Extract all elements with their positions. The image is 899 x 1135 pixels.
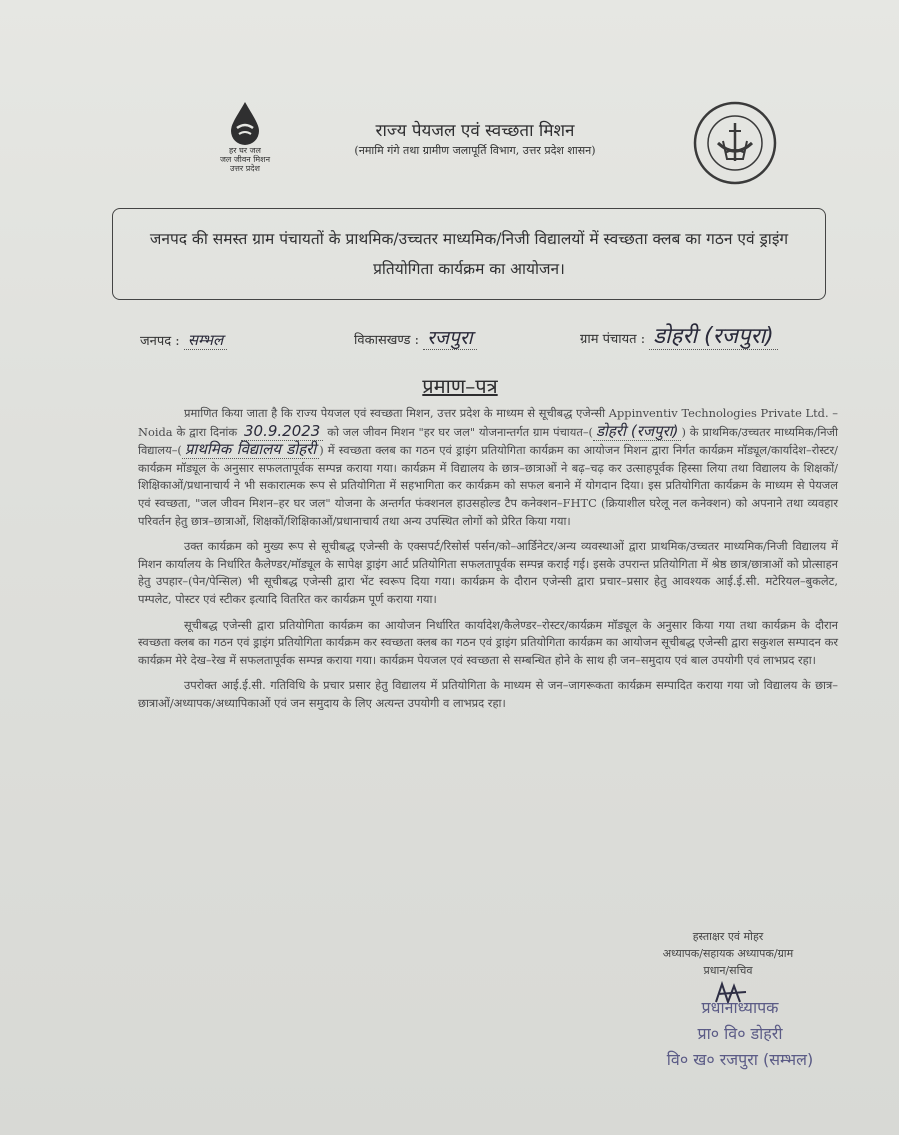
program-date: 30.9.2023 — [241, 422, 323, 441]
school-name-handwritten: प्राथमिक विद्यालय डोहरी — [182, 440, 319, 459]
logo-caption-1: हर घर जल — [229, 146, 261, 155]
gram-panchayat-handwritten: डोहरी (रजपुरा) — [593, 422, 681, 441]
vikaskhand-label: विकासखण्ड : — [354, 333, 420, 348]
stamp-line-2: प्रा० वि० डोहरी — [697, 1024, 783, 1043]
signature-block — [628, 928, 828, 979]
vikaskhand-value: रजपुरा — [423, 327, 476, 350]
body-paragraph-2: उक्त कार्यक्रम को मुख्य रूप से सूचीबद्ध एजेन्सी के एक्सपर्ट/रिसोर्स पर्सन/को–आर्डिनेटर/अन्य व्यवस्थाओं द्वारा प्राथमिक/उच्चतर माध्यमिक/निजी विद्यालय में मिशन कार्यालय के निर्धारित कैलेण्डर/मॉड्यूल के सापेक्ष ड्राइंग आर्ट प्रतियोगिता सफलतापूर्वक सम्पन्न कराई गई। इसके उपरान्त प्रतियोगिता में श्रेष्ठ छात्र/छात्राओं को प्रोत्साहन हेतु उपहार–(पेन/पेन्सिल) भी सूचीबद्ध एजेन्सी द्वारा भेंट स्वरूप दिया गया। कार्यक्रम के दौरान एजेन्सी द्वारा प्रचार–प्रसार हेतु आवश्यक आई.ई.सी. मटेरियल–बुकलेट, पम्पलेट, पोस्टर एवं स्टीकर इत्यादि वितरित कर कार्यक्रम पूर्ण कराया गया। — [138, 539, 838, 606]
janpad-field — [140, 330, 227, 350]
vikaskhand-field — [354, 324, 477, 350]
p1-scheme: को जल जीवन मिशन "हर घर जल" योजनान्तर्गत ग्राम पंचायत–( — [327, 424, 593, 439]
body-paragraph-3: सूचीबद्ध एजेन्सी द्वारा प्रतियोगिता कार्यक्रम का आयोजन निर्धारित कार्यादेश/कैलेण्डर–रोस्टर/कार्यक्रम मॉड्यूल के अनुसार किया गया तथा कार्यक्रम के दौरान स्वच्छता क्लब का गठन एवं ड्राइंग प्रतियोगिता कार्यक्रम कर स्वच्छता क्लब का गठन एवं ड्राइंग प्रतियोगिता कार्यक्रम का आयोजन सूचीबद्ध एजेन्सी द्वारा सकुशल सम्पादन कर कार्यक्रम मेरे देख–रेख में सफलतापूर्वक सम्पन्न कराया गया। कार्यक्रम पेयजल एवं स्वच्छता से सम्बन्धित होने के साथ ही जन–समुदाय एवं बाल उपयोगी एवं लाभप्रद रहा। — [138, 617, 838, 667]
p1-school-label: ) के प्राथमिक/उच्चतर माध्यमिक/निजी विद्यालय–( — [138, 424, 838, 458]
up-government-seal-icon — [693, 101, 777, 185]
janpad-label: जनपद : — [140, 334, 180, 349]
logo-caption-3: उत्तर प्रदेश — [230, 164, 260, 173]
certificate-body — [138, 405, 838, 721]
signature-label: हस्ताक्षर एवं मोहर — [692, 930, 764, 943]
p1-intro: प्रमाणित किया जाता है कि राज्य पेयजल एवं स्वच्छता मिशन, उत्तर प्रदेश के माध्यम से सूचीबद्ध एजेन्सी Appinventiv Technologies Private Ltd. – Noida के द्वारा दिनांक — [138, 406, 838, 439]
har-ghar-jal-logo — [200, 100, 290, 180]
org-title: राज्य पेयजल एवं स्वच्छता मिशन — [375, 121, 575, 141]
certificate-heading: प्रमाण–पत्र — [422, 374, 498, 398]
water-drop-icon — [227, 100, 263, 146]
signatory-role-2: प्रधान/सचिव — [703, 964, 753, 977]
subject-box — [112, 208, 826, 300]
org-subtitle: (नमामि गंगे तथा ग्रामीण जलापूर्ति विभाग, उत्तर प्रदेश शासन) — [354, 144, 596, 157]
gram-panchayat-label: ग्राम पंचायत : — [580, 332, 646, 347]
stamp-line-1: प्रधानाध्यापक — [701, 998, 779, 1017]
location-fields — [140, 318, 860, 358]
body-paragraph-4: उपरोक्त आई.ई.सी. गतिविधि के प्रचार प्रसार हेतु विद्यालय में प्रतियोगिता के माध्यम से जन–जागरूकता कार्यक्रम सम्पादित कराया गया जो विद्यालय के छात्र–छात्राओं/अध्यापक/अध्यापिकाओं एवं जन समुदाय के लिए अत्यन्त उपयोगी व लाभप्रद रहा। — [138, 678, 838, 710]
signatory-role: अध्यापक/सहायक अध्यापक/ग्राम — [662, 947, 794, 960]
body-paragraph-1 — [138, 405, 838, 530]
subject-text: जनपद की समस्त ग्राम पंचायतों के प्राथमिक/उच्चतर माध्यमिक/निजी विद्यालयों में स्वच्छता क्लब का गठन एवं ड्राइंग प्रतियोगिता कार्यक्रम का आयोजन। — [149, 230, 789, 278]
janpad-value: सम्भल — [184, 331, 227, 350]
gram-panchayat-value: डोहरी (रजपुरा) — [649, 324, 778, 350]
p1-rest: ) में स्वच्छता क्लब का गठन एवं ड्राइंग प्रतियोगिता कार्यक्रम का आयोजन मिशन द्वारा निर्गत कार्यक्रम मॉड्यूल/कार्यादेश–रोस्टर/कार्यक्रम मॉड्यूल के अनुसार सफलतापूर्वक सम्पन्न कराया गया। कार्यक्रम में विद्यालय के छात्र–छात्राओं ने बढ़–चढ़ कर उत्साहपूर्वक हिस्सा लिया तथा विद्यालय के शिक्षकों/शिक्षिकाओं/प्रधानाचार्य ने भी सकारात्मक रूप से प्रतियोगिता में सहभागिता कर कार्यक्रम को सफल बनाने में योगदान दिया। इस प्रतियोगिता कार्यक्रम के माध्यम से पेयजल एवं स्वच्छता, "जल जीवन मिशन–हर घर जल" योजना के अन्तर्गत फंक्शनल हाउसहोल्ड टैप कनेक्शन–FHTC (क्रियाशील घरेलू नल कनेक्शन) को अपनाने तथा व्यवहार परिवर्तन हेतु छात्र–छात्राओं, शिक्षकों/शिक्षिकाओं/प्रधानाचार्य तथा अन्य उपस्थित लोगों को प्रेरित किया गया। — [138, 443, 838, 528]
logo-caption-2: जल जीवन मिशन — [219, 155, 271, 164]
stamp-line-3: वि० ख० रजपुरा (सम्भल) — [666, 1050, 814, 1069]
headmaster-stamp — [640, 995, 840, 1073]
gram-panchayat-field — [580, 320, 778, 350]
